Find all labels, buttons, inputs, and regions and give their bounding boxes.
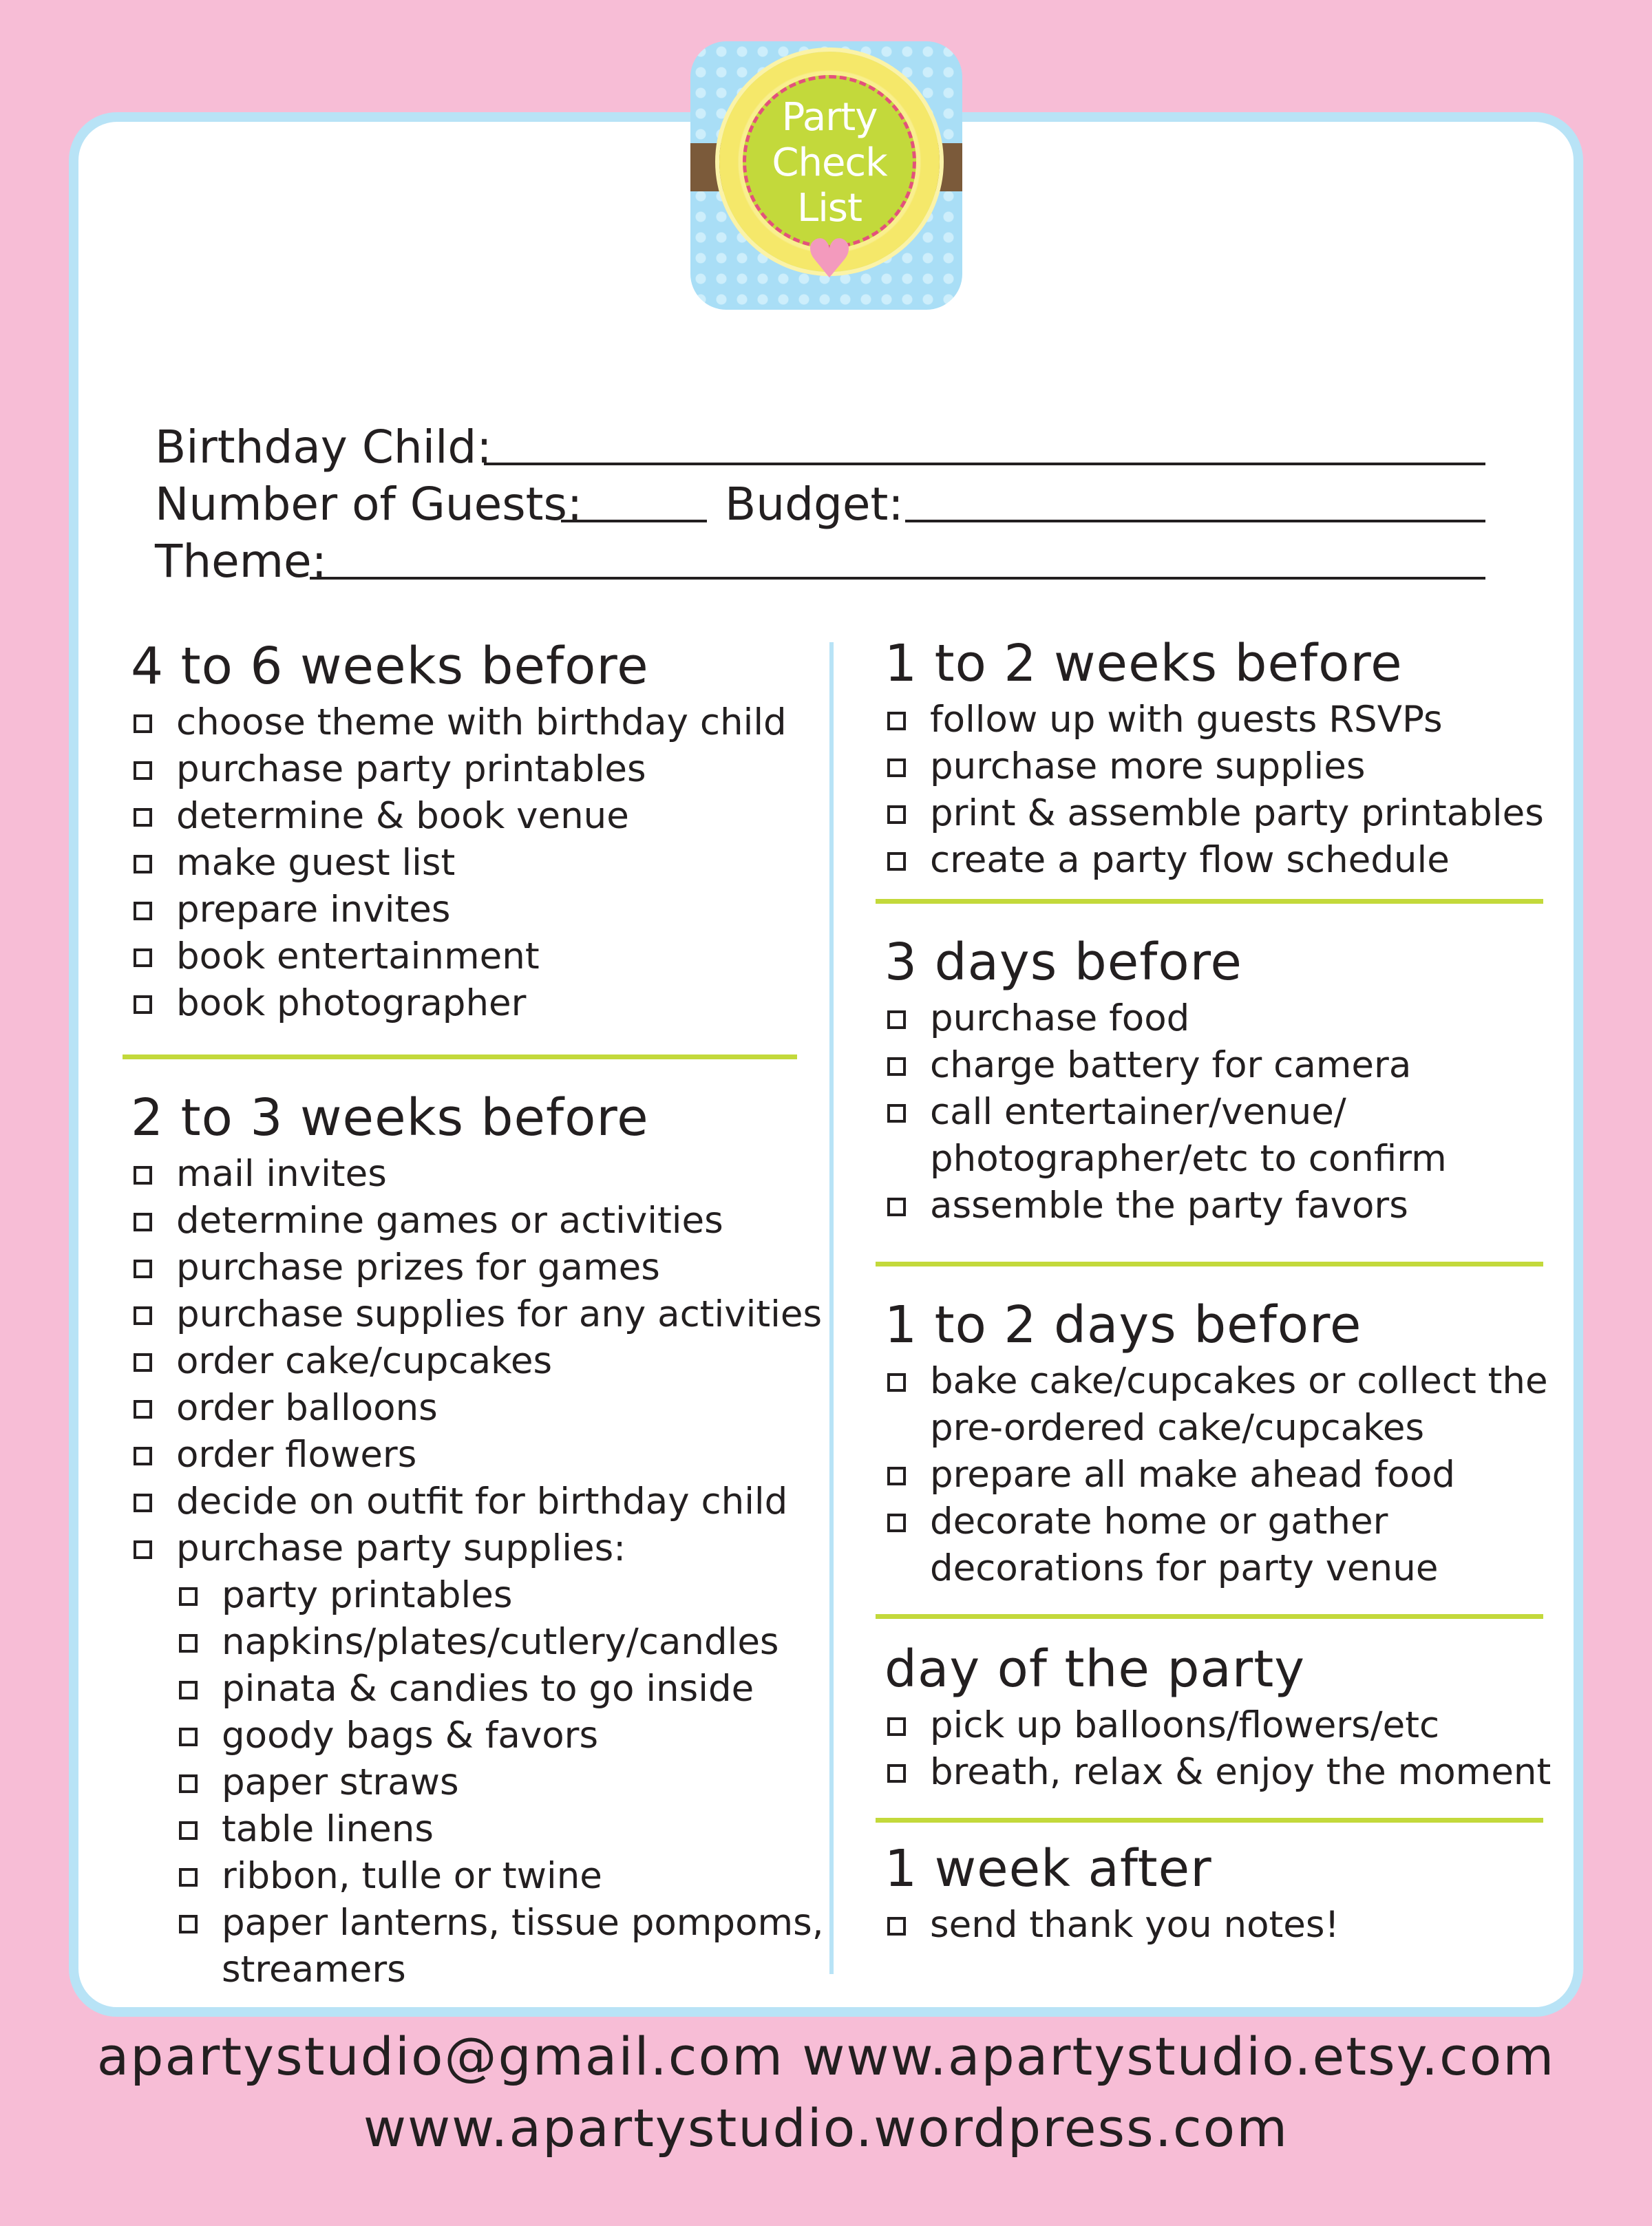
section-4-6-weeks [131,637,787,1027]
checklist-item[interactable]: decide on outfit for birthday child [131,1478,824,1525]
checklist-item[interactable]: order balloons [131,1385,824,1432]
budget-label: Budget: [725,478,904,531]
section-heading: day of the party [885,1640,1305,1699]
section-1-2-days [885,1296,1548,1592]
checklist-item[interactable]: purchase prizes for games [131,1244,824,1291]
checklist-item[interactable]: send thank you notes! [885,1902,1339,1949]
checkbox[interactable] [134,714,152,733]
checkbox[interactable] [134,902,152,920]
section-divider [876,1262,1543,1266]
checklist-item[interactable]: charge battery for camera [885,1042,1447,1089]
checkbox[interactable] [134,995,152,1014]
checkbox[interactable] [134,1447,152,1465]
section-heading: 1 week after [885,1839,1212,1898]
checkbox[interactable] [134,1166,152,1185]
checklist-item[interactable]: purchase food [885,995,1447,1042]
checklist-item[interactable]: order cake/cupcakes [131,1338,824,1385]
footer-website-line: www.apartystudio.wordpress.com [363,2097,1289,2159]
checkbox[interactable] [134,1400,152,1419]
checkbox[interactable] [179,1634,198,1653]
column-divider [829,642,834,1974]
section-1-week-after [885,1840,1339,1949]
checkbox[interactable] [887,1514,906,1532]
checklist-subitem[interactable]: paper lanterns, tissue pompoms, [131,1900,824,1947]
checklist-item[interactable]: book entertainment [131,933,787,980]
checkbox[interactable] [887,1717,906,1736]
section-heading: 1 to 2 weeks before [885,634,1403,693]
checkbox[interactable] [887,1764,906,1783]
checkbox[interactable] [134,1494,152,1512]
checklist-item[interactable]: determine games or activities [131,1198,824,1244]
checkbox[interactable] [134,855,152,873]
checkbox[interactable] [134,1540,152,1559]
checklist-item[interactable]: assemble the party favors [885,1183,1447,1229]
checklist-subitem[interactable]: party printables [131,1572,824,1619]
checklist-subitem-continuation: streamers [222,1949,406,1991]
checkbox[interactable] [179,1868,198,1887]
checklist-item-continuation: photographer/etc to confirm [930,1138,1447,1180]
checkbox[interactable] [887,1010,906,1029]
logo-title-line1: Party [781,95,878,140]
section-heading: 2 to 3 weeks before [131,1088,649,1147]
checklist-item[interactable]: order flowers [131,1432,824,1478]
checkbox[interactable] [887,759,906,777]
checklist [131,1151,824,1993]
checklist [885,995,1447,1229]
checklist-item[interactable]: make guest list [131,840,787,887]
checkbox[interactable] [887,1917,906,1936]
section-heading: 3 days before [885,933,1242,992]
checklist-item[interactable]: print & assemble party printables [885,790,1544,837]
guests-label: Number of Guests: [155,478,583,531]
checklist-item[interactable]: bake cake/cupcakes or collect the [885,1358,1548,1405]
checkbox[interactable] [134,948,152,967]
checkbox[interactable] [887,712,906,730]
checklist-item-continuation: pre-ordered cake/cupcakes [930,1407,1425,1449]
checkbox[interactable] [179,1821,198,1840]
section-day-of-party [885,1640,1551,1796]
section-divider [876,899,1543,904]
footer-contact-line: apartystudio@gmail.com www.apartystudio.etsy.com [96,2026,1556,2087]
checklist-subitem[interactable]: ribbon, tulle or twine [131,1853,824,1900]
checklist [131,699,787,1027]
section-3-days [885,933,1447,1229]
checkbox[interactable] [887,1198,906,1216]
checkbox[interactable] [887,1104,906,1123]
theme-label: Theme: [155,535,327,588]
checkbox[interactable] [134,1213,152,1231]
checkbox[interactable] [887,1467,906,1485]
checkbox[interactable] [134,1353,152,1372]
checkbox[interactable] [887,852,906,871]
checklist-item[interactable]: purchase party printables [131,746,787,793]
theme-line[interactable] [310,577,1485,580]
checkbox[interactable] [179,1587,198,1606]
checkbox[interactable] [887,1057,906,1076]
checklist [885,1702,1551,1796]
checklist-item-continuation: decorations for party venue [930,1547,1439,1589]
checklist [885,1902,1339,1949]
checklist-subitem[interactable]: goody bags & favors [131,1713,824,1759]
section-divider [876,1818,1543,1823]
checklist-item[interactable]: decorate home or gather [885,1498,1548,1545]
checklist-item[interactable]: book photographer [131,980,787,1027]
guests-line[interactable] [561,520,707,522]
section-heading: 1 to 2 days before [885,1295,1362,1355]
logo-circle [743,75,916,290]
checkbox[interactable] [887,1373,906,1392]
checkbox[interactable] [134,761,152,780]
checkbox[interactable] [887,805,906,824]
checklist-item[interactable]: follow up with guests RSVPs [885,697,1544,743]
section-divider [123,1054,797,1059]
birthday-child-line[interactable] [484,463,1485,465]
checklist-item[interactable]: choose theme with birthday child [131,699,787,746]
checkbox[interactable] [134,1260,152,1278]
section-2-3-weeks [131,1089,824,1993]
checklist-item[interactable]: prepare invites [131,887,787,933]
checklist-item[interactable]: breath, relax & enjoy the moment [885,1749,1551,1796]
section-divider [876,1614,1543,1619]
checkbox[interactable] [134,808,152,827]
checklist-item[interactable]: mail invites [131,1151,824,1198]
checkbox[interactable] [179,1728,198,1746]
checkbox[interactable] [179,1915,198,1933]
heart-icon: ♥ [805,229,854,290]
checklist-subitem[interactable]: pinata & candies to go inside [131,1666,824,1713]
checklist-subitem[interactable]: paper straws [131,1759,824,1806]
section-heading: 4 to 6 weeks before [131,637,649,696]
checklist-item[interactable]: purchase more supplies [885,743,1544,790]
checklist [885,1358,1548,1592]
logo-title-line2: Check List [772,140,887,231]
party-checklist-logo [690,41,962,310]
checkbox[interactable] [134,1306,152,1325]
section-1-2-weeks [885,635,1544,884]
birthday-child-label: Birthday Child: [155,421,492,474]
checklist-item[interactable]: pick up balloons/flowers/etc [885,1702,1551,1749]
checklist-subitem[interactable]: napkins/plates/cutlery/candles [131,1619,824,1666]
checklist-subitem[interactable]: table linens [131,1806,824,1853]
checklist-item[interactable]: purchase party supplies: [131,1525,824,1572]
checklist-item[interactable]: call entertainer/venue/ [885,1089,1447,1136]
checkbox[interactable] [179,1774,198,1793]
budget-line[interactable] [905,520,1485,522]
checklist-item[interactable]: prepare all make ahead food [885,1452,1548,1498]
checklist-item[interactable]: purchase supplies for any activities [131,1291,824,1338]
checklist-item[interactable]: determine & book venue [131,793,787,840]
checklist [885,697,1544,884]
checkbox[interactable] [179,1681,198,1699]
checklist-item[interactable]: create a party flow schedule [885,837,1544,884]
